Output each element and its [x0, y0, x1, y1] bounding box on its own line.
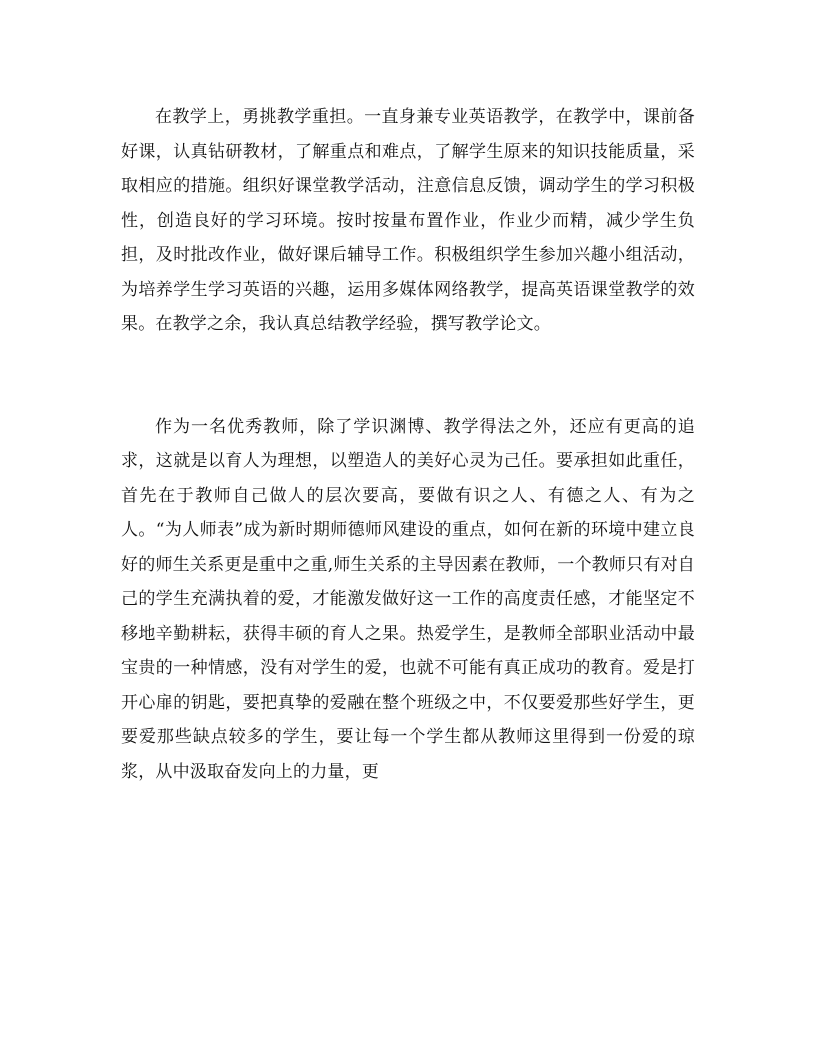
document-body: [121, 100, 695, 789]
paragraph-spacer: [121, 342, 695, 410]
paragraph-teaching: 在教学上，勇挑教学重担。一直身兼专业英语教学，在教学中，课前备好课，认真钻研教材，了解重点和难点，了解学生原来的知识技能质量，采取相应的措施。组织好课堂教学活动，注意信息反馈，调动学生的学习积极性，创造良好的学习环境。按时按量布置作业，作业少而精，减少学生负担，及时批改作业，做好课后辅导工作。积极组织学生参加兴趣小组活动，为培养学生学习英语的兴趣，运用多媒体网络教学，提高英语课堂教学的效果。在教学之余，我认真总结教学经验，撰写教学论文。: [121, 107, 695, 334]
paragraph-ethics: 作为一名优秀教师，除了学识渊博、教学得法之外，还应有更高的追求，这就是以育人为理想，以塑造人的美好心灵为己任。要承担如此重任，首先在于教师自己做人的层次要高，要做有识之人、有德之人、有为之人。“为人师表”成为新时期师德师风建设的重点，如何在新的环境中建立良好的师生关系更是重中之重,师生关系的主导因素在教师，一个教师只有对自己的学生充满执着的爱，才能激发做好这一工作的高度责任感，才能坚定不移地辛勤耕耘，获得丰硕的育人之果。热爱学生，是教师全部职业活动中最宝贵的一种情感，没有对学生的爱，也就不可能有真正成功的教育。爱是打开心扉的钥匙，要把真挚的爱融在整个班级之中，不仅要爱那些好学生，更要爱那些缺点较多的学生，要让每一个学生都从教师这里得到一份爱的琼浆，从中汲取奋发向上的力量，更: [121, 416, 695, 782]
